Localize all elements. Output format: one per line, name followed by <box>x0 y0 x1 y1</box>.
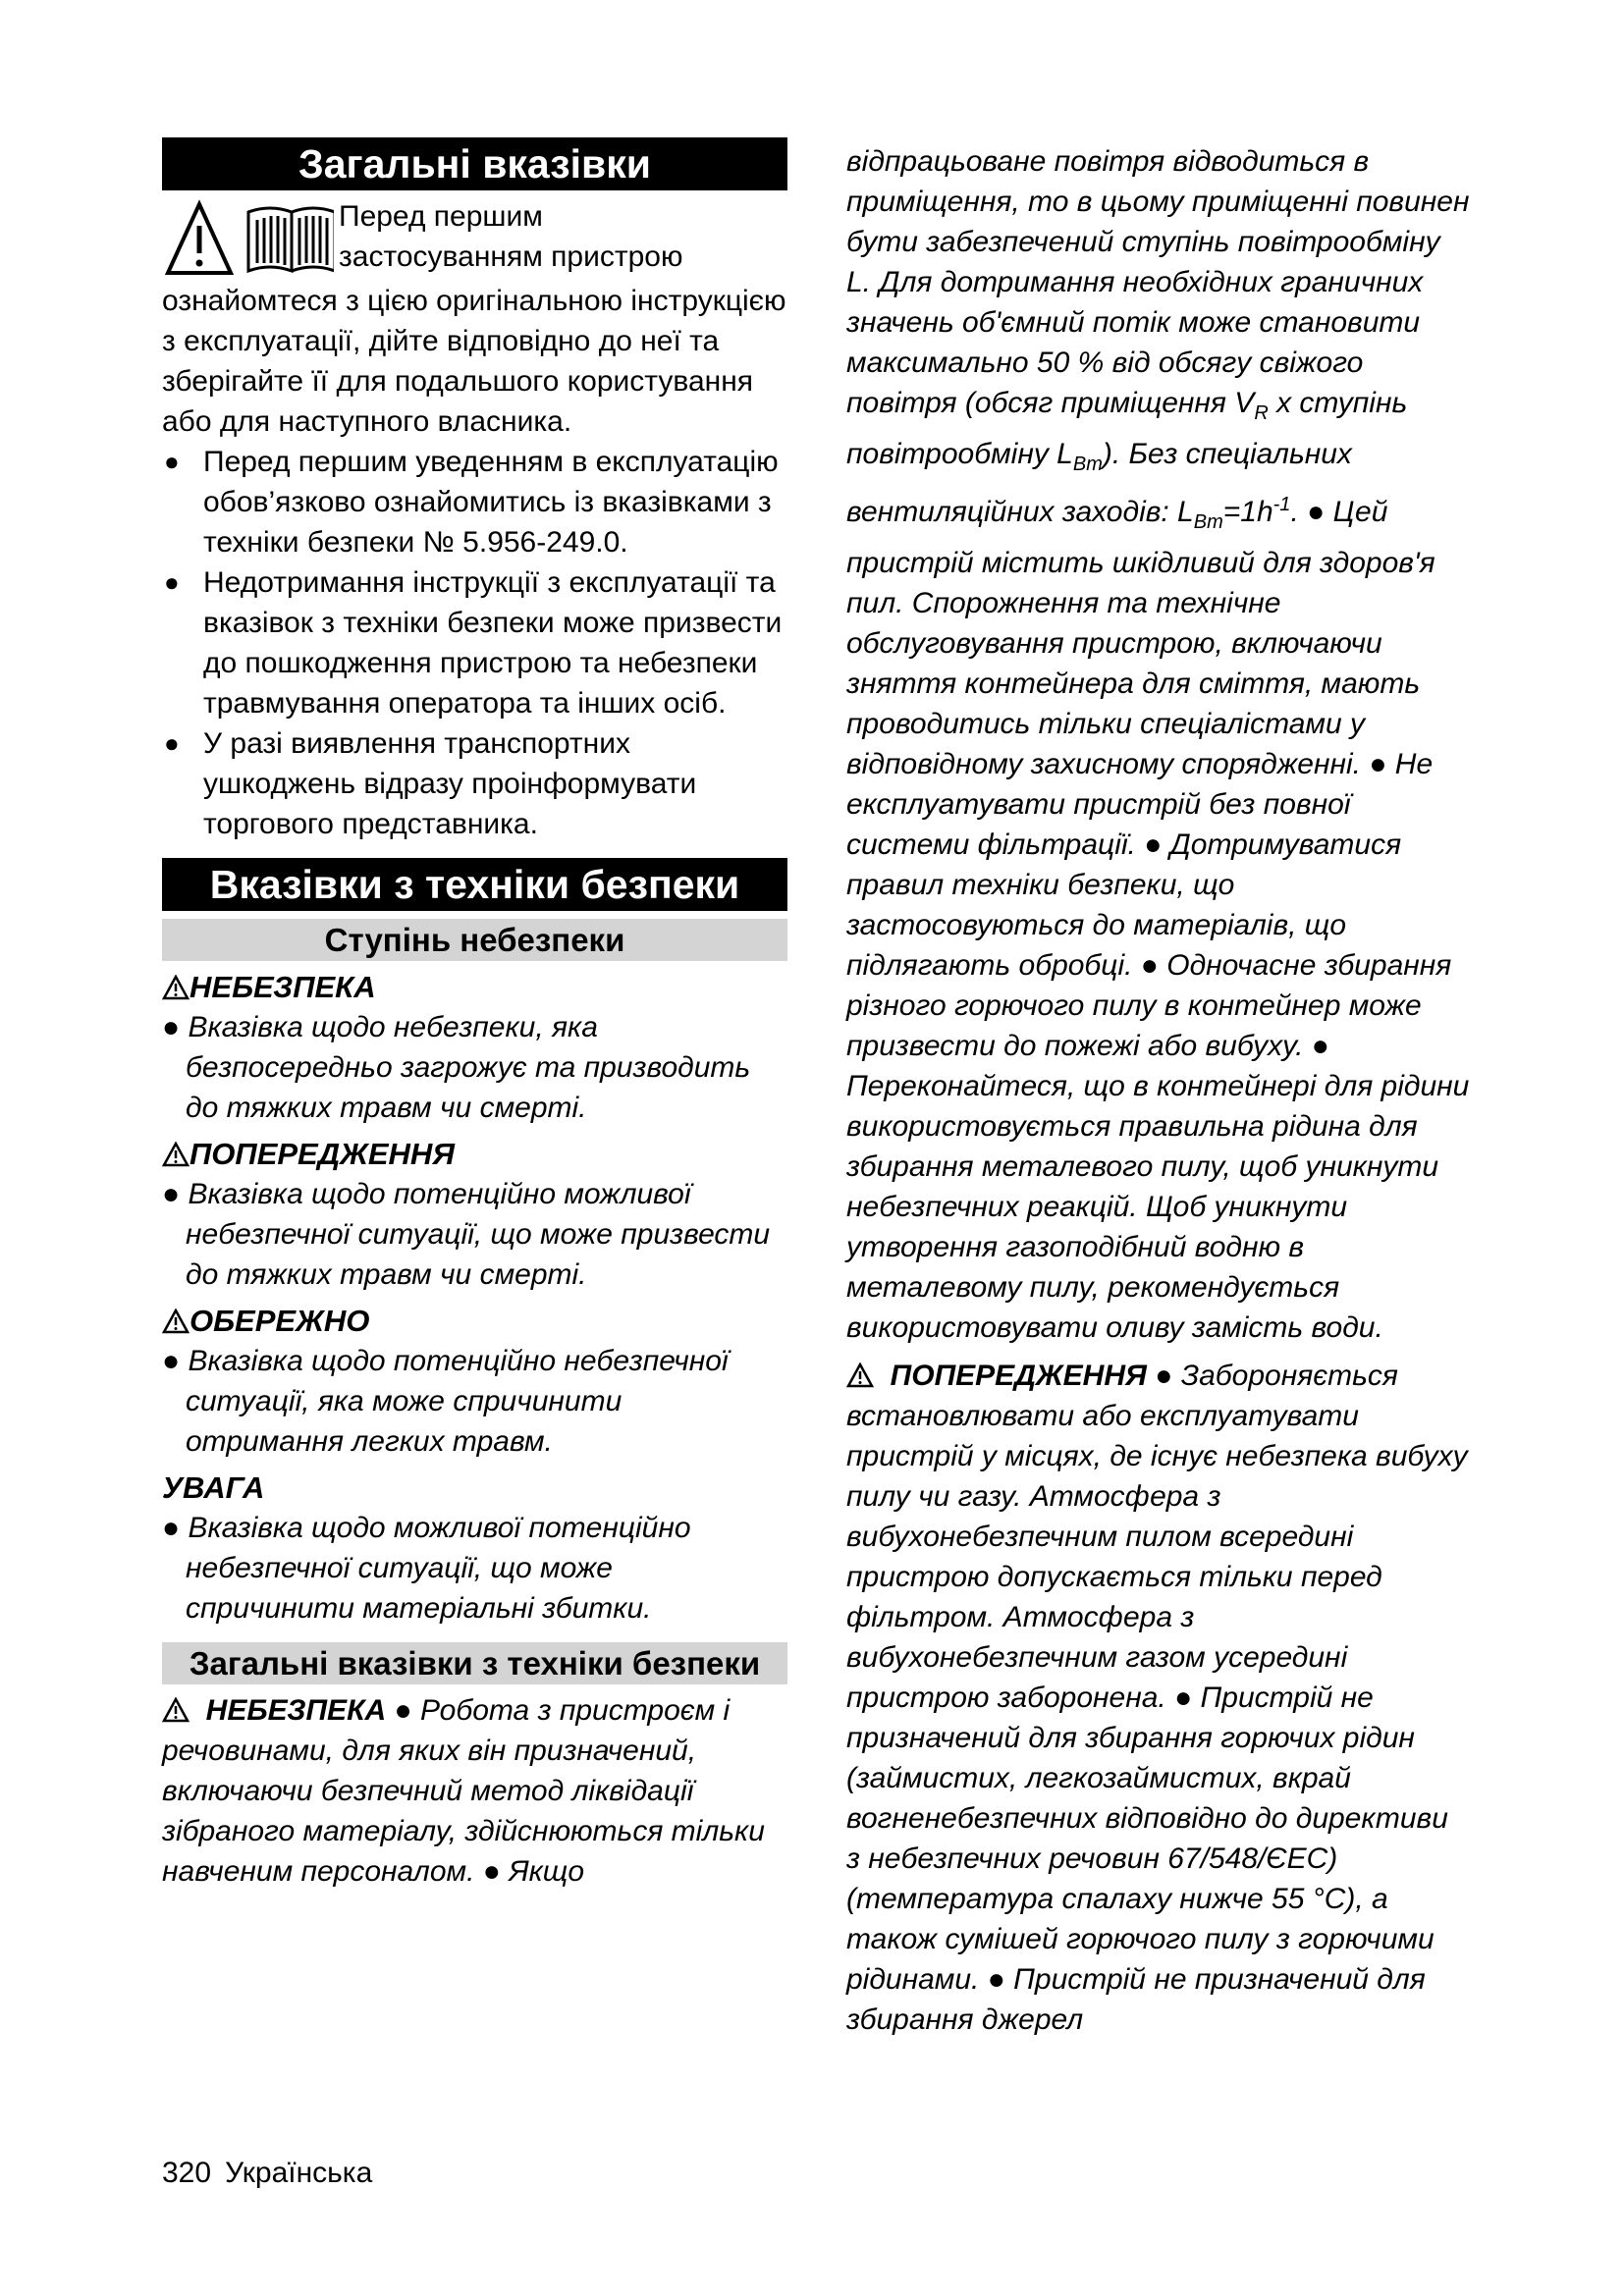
page-footer <box>162 2156 372 2191</box>
warning-triangle-icon <box>162 1142 189 1167</box>
warning-manual-icon <box>162 194 334 281</box>
label-caution: ОБЕРЕЖНО <box>189 1304 370 1338</box>
left-column <box>162 137 787 1892</box>
warning-triangle-icon <box>162 1308 189 1334</box>
label-warning: ПОПЕРЕДЖЕННЯ <box>189 1137 455 1171</box>
right-column <box>846 141 1470 2040</box>
list-item: ● Недотримання інструкції з експлуатації та вказівок з техніки безпеки може призвести до пошкодження пристрою та небезпеки травмування оператора та інших осіб. <box>162 562 787 723</box>
hazard-level-danger <box>162 967 787 1128</box>
intro-line-2: застосуванням пристрою <box>339 240 683 273</box>
general-bullet-list <box>162 442 787 844</box>
warning-triangle-icon <box>846 1362 874 1388</box>
hazard-level-notice <box>162 1468 787 1629</box>
warning-triangle-icon <box>162 1697 189 1723</box>
footer-language: Українська <box>225 2157 373 2189</box>
heading-hazard-levels: Ступінь небезпеки <box>162 919 787 961</box>
intro-rest: ознайомтеся з цією оригінальною інструкцією з експлуатації, дійте відповідно до неї та зберігайте її для подальшого користування або для наступного власника. <box>162 285 786 438</box>
text-warning: ● Вказівка щодо потенційно можливої небезпечної ситуації, що може призвести до тяжких травм чи смерті. <box>162 1178 771 1291</box>
text-danger: ● Вказівка щодо небезпеки, яка безпосередньо загрожує та призводить до тяжких травм чи смерті. <box>162 1011 751 1124</box>
warning-paragraph <box>846 1356 1470 2040</box>
bullet-icon: ● <box>164 567 180 597</box>
bullet-icon: ● <box>164 728 180 758</box>
warning-triangle-icon <box>162 975 189 1000</box>
label-danger: НЕБЕЗПЕКА <box>189 970 376 1004</box>
hazard-level-caution <box>162 1301 787 1462</box>
bullet-icon: ● <box>164 447 180 476</box>
intro-paragraph <box>162 194 787 442</box>
label-warning-inline: ПОПЕРЕДЖЕННЯ <box>890 1360 1147 1392</box>
label-notice: УВАГА <box>162 1470 265 1505</box>
intro-line-1: Перед першим <box>339 200 543 233</box>
general-safety-paragraph <box>162 1690 787 1892</box>
list-item: ● Перед першим уведенням в експлуатацію обов’язково ознайомитись із вказівками з техніки безпеки № 5.956-249.0. <box>162 442 787 562</box>
list-item: ● У разі виявлення транспортних ушкоджень відразу проінформувати торгового представника. <box>162 723 787 844</box>
ventilation-paragraph: відпрацьоване повітря відводиться в приміщення, то в цьому приміщенні повинен бути забезпечений ступінь повітрообміну L. Для дотримання необхідних граничних значень об'ємний потік може становити максимально 50 % від обсягу свіжого повітря (обсяг приміщення $V_R$ x ступінь повітрообміну $L_{Bm}$). Без спеціальних вентиляційних заходів: $L_{Bm}=1h^{-1}$. ● Цей пристрій містить шкідливий для здоров'я пил. Спорожнення та технічне обслуговування пристрою, включаючи зняття контейнера для сміття, мають проводитись тільки спеціалістами у відповідному захисному спорядженні. ● Не експлуатувати пристрій без повної системи фільтрації. ● Дотримуватися правил техніки безпеки, що застосовуються до матеріалів, що підлягають обробці. ● Одночасне збирання різного горючого пилу в контейнер може призвести до пожежі або вибуху. ● Переконайтеся, що в контейнері для рідини використовується правильна рідина для збирання металевого пилу, щоб уникнути небезпечних реакцій. Щоб уникнути утворення газоподібний водню в металевому пилу, рекомендується використовувати оливу замість води. <box>846 145 1470 1344</box>
hazard-level-warning <box>162 1134 787 1295</box>
text-notice: ● Вказівка щодо можливої потенційно небезпечної ситуації, що може спричинити матеріальні збитки. <box>162 1512 691 1625</box>
heading-general-instructions: Загальні вказівки <box>162 137 787 190</box>
heading-safety-instructions: Вказівки з техніки безпеки <box>162 858 787 911</box>
danger-text: ● Робота з пристроєм і речовинами, для яких він призначений, включаючи безпечний метод ліквідації зібраного матеріалу, здійснюються тільки навченим персоналом. ● Якщо <box>162 1694 765 1888</box>
text-caution: ● Вказівка щодо потенційно небезпечної ситуації, яка може спричинити отримання легких травм. <box>162 1345 729 1458</box>
page-number: 320 <box>162 2157 212 2189</box>
label-danger-inline: НЕБЕЗПЕКА <box>205 1694 387 1727</box>
heading-general-safety: Загальні вказівки з техніки безпеки <box>162 1642 787 1684</box>
warning-text: ● Забороняється встановлювати або експлуатувати пристрій у місцях, де існує небезпека вибуху пилу чи газу. Атмосфера з вибухонебезпечним пилом всередині пристрою допускається тільки перед фільтром. Атмосфера з вибухонебезпечним газом усередині пристрою заборонена. ● Пристрій не призначений для збирання горючих рідин (займистих, легкозаймистих, вкрай вогненебезпечних відповідно до директиви з небезпечних речовин 67/548/ЄЕС) (температура спалаху нижче 55 °C), а також сумішей горючого пилу з горючими рідинами. ● Пристрій не призначений для збирання джерел <box>846 1360 1468 2036</box>
